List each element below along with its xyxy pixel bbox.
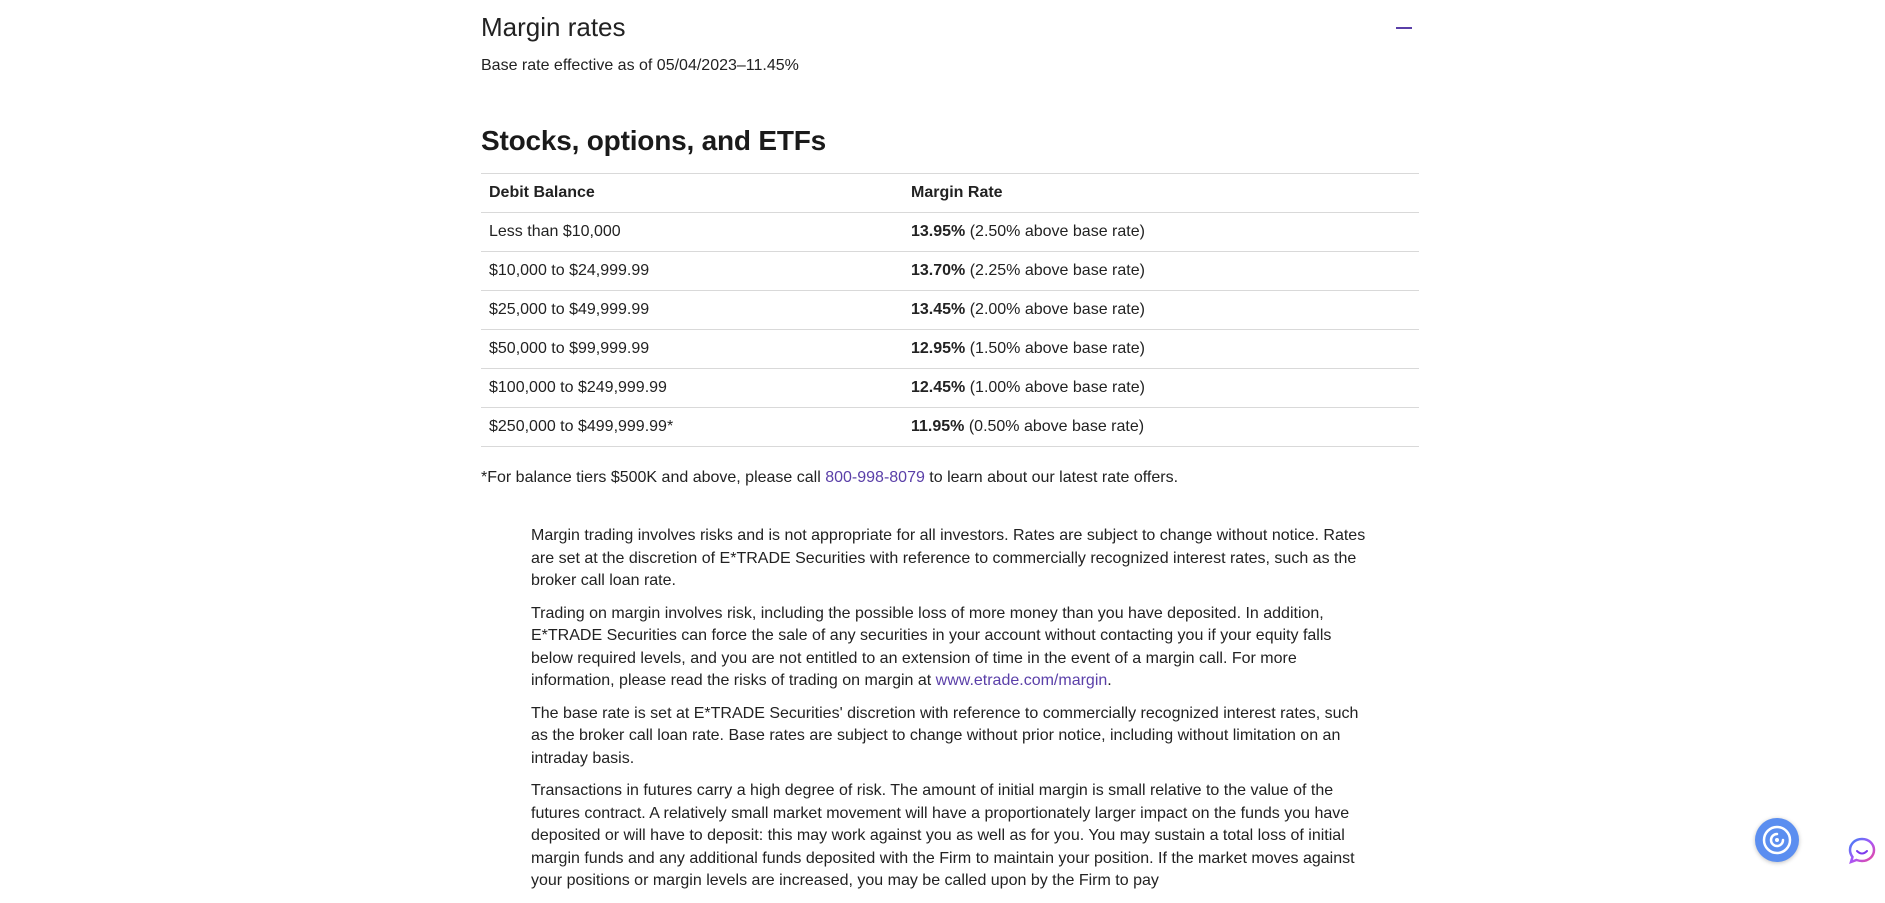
margin-rate-value: 13.70% bbox=[911, 262, 966, 279]
disclaimer-paragraph-margin-risk: Margin trading involves risks and is not appropriate for all investors. Rates are subject to change without notice. Rates are set at the discretion of E*TRADE Securities with reference to commercially recognized interest rates, such as the broker call loan rate. bbox=[531, 527, 1366, 589]
disclaimer-paragraph-base-rate: The base rate is set at E*TRADE Securities' discretion with reference to commercially recognized interest rates, such as the broker call loan rate. Base rates are subject to change without prior notice, including without limitation on an intraday basis. bbox=[531, 704, 1359, 767]
debit-balance-cell: $25,000 to $49,999.99 bbox=[481, 291, 903, 330]
margin-rate-value: 12.45% bbox=[911, 379, 966, 396]
debit-balance-cell: $10,000 to $24,999.99 bbox=[481, 252, 903, 291]
margin-rate-note: (2.25% above base rate) bbox=[965, 262, 1145, 279]
table-row bbox=[481, 291, 1419, 330]
debit-balance-cell: $50,000 to $99,999.99 bbox=[481, 330, 903, 369]
margin-rate-cell bbox=[903, 408, 1419, 447]
table-row bbox=[481, 369, 1419, 408]
margin-rate-note: (2.00% above base rate) bbox=[965, 301, 1145, 318]
margin-rate-cell bbox=[903, 252, 1419, 291]
footnote-text-before: *For balance tiers $500K and above, please call bbox=[481, 469, 826, 486]
margin-rate-cell bbox=[903, 330, 1419, 369]
margin-rate-cell bbox=[903, 213, 1419, 252]
debit-balance-cell: $100,000 to $249,999.99 bbox=[481, 369, 903, 408]
table-row bbox=[481, 252, 1419, 291]
chat-assistant-icon bbox=[1847, 836, 1877, 866]
base-rate-text: Base rate effective as of 05/04/2023–11.45% bbox=[481, 57, 799, 74]
table-header-row bbox=[481, 174, 1419, 213]
margin-rate-cell bbox=[903, 369, 1419, 408]
margin-rate-value: 13.45% bbox=[911, 301, 966, 318]
margin-rates-section bbox=[481, 0, 1419, 889]
table-row bbox=[481, 330, 1419, 369]
margin-rate-value: 11.95% bbox=[911, 418, 965, 435]
section-header bbox=[481, 0, 1419, 60]
margin-rate-cell bbox=[903, 291, 1419, 330]
collapse-minus-icon[interactable] bbox=[1393, 16, 1415, 38]
phone-link[interactable]: 800-998-8079 bbox=[825, 469, 925, 486]
help-support-button[interactable] bbox=[1755, 818, 1799, 862]
help-support-icon bbox=[1755, 818, 1799, 862]
balance-tier-footnote bbox=[481, 469, 1178, 487]
margin-info-link[interactable]: www.etrade.com/margin bbox=[935, 672, 1108, 689]
disclaimer-paragraph-futures: Transactions in futures carry a high degree of risk. The amount of initial margin is small relative to the value of the futures contract. A relatively small market movement will have a proportionately larger impact on the funds you have deposited or will have to deposit: this may work against you as well as for you. You may sustain a total loss of initial margin funds and any additional funds deposited with the Firm to maintain your position. If the market moves against your positions or margin levels are increased, you may be called upon by the Firm to pay bbox=[531, 782, 1355, 889]
debit-balance-cell: Less than $10,000 bbox=[481, 213, 903, 252]
margin-rate-value: 12.95% bbox=[911, 340, 966, 357]
margin-rate-note: (1.00% above base rate) bbox=[965, 379, 1145, 396]
minus-icon bbox=[1396, 27, 1412, 29]
chat-assistant-button[interactable] bbox=[1847, 836, 1877, 866]
disclaimer-text-end: . bbox=[1107, 672, 1112, 689]
header-debit-balance: Debit Balance bbox=[481, 174, 903, 213]
section-title: Margin rates bbox=[481, 12, 626, 42]
margin-rate-note: (1.50% above base rate) bbox=[965, 340, 1145, 357]
margin-rates-table bbox=[481, 173, 1419, 447]
table-row bbox=[481, 213, 1419, 252]
debit-balance-cell: $250,000 to $499,999.99* bbox=[481, 408, 903, 447]
footnote-text-after: to learn about our latest rate offers. bbox=[924, 469, 1179, 486]
margin-rate-value: 13.95% bbox=[911, 223, 966, 240]
subsection-title: Stocks, options, and ETFs bbox=[481, 125, 827, 156]
table-row bbox=[481, 408, 1419, 447]
margin-rate-note: (2.50% above base rate) bbox=[965, 223, 1145, 240]
disclaimer-text: Trading on margin involves risk, including the possible loss of more money than you have deposited. In addition, E*TRADE Securities can force the sale of any securities in your account without contacting you if your equity falls below required levels, and you are not entitled to an extension of time in the event of a margin call. For more information, please read the risks of trading on margin at bbox=[531, 604, 1332, 689]
header-margin-rate: Margin Rate bbox=[903, 174, 1419, 213]
margin-rate-note: (0.50% above base rate) bbox=[964, 418, 1145, 435]
disclaimer-paragraph-trading-risk bbox=[531, 603, 1371, 693]
disclaimer-block bbox=[531, 525, 1371, 903]
